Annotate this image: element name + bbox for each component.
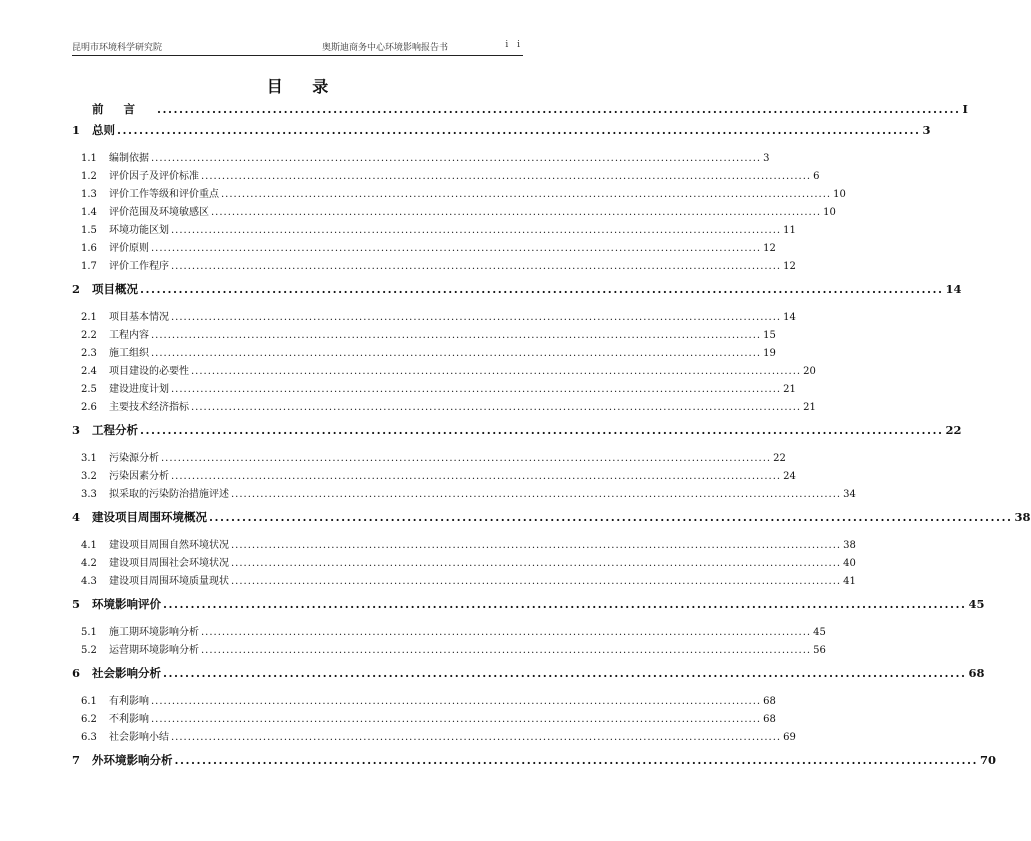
toc-entry-page: 14	[945, 282, 962, 296]
toc-entry-page: 68	[968, 666, 985, 680]
toc-entry-label: 外环境影响分析	[92, 753, 173, 767]
toc-section-entry[interactable]	[81, 221, 796, 239]
toc-entry-page: 22	[773, 453, 786, 464]
toc-section-entry[interactable]	[81, 467, 796, 485]
toc-entry-number: 3.1	[81, 453, 97, 464]
toc-dot-leader: ..................................................................................................................................................	[231, 576, 842, 587]
toc-entry-label: 项目建设的必要性	[109, 366, 189, 377]
toc-dot-leader: ..................................................................................................................................................	[191, 366, 802, 377]
toc-section-entry[interactable]	[81, 362, 816, 380]
header-organization: 昆明市环境科学研究院	[72, 43, 163, 53]
toc-section-entry[interactable]	[81, 380, 796, 398]
toc-section-entry[interactable]	[81, 149, 770, 167]
toc-entry-page: 68	[763, 696, 776, 707]
toc-entry-label: 污染源分析	[109, 453, 159, 464]
toc-entry-number: 2.6	[81, 402, 97, 413]
toc-section-entry[interactable]	[81, 449, 786, 467]
toc-dot-leader: ..................................................................................................................................................	[171, 261, 782, 272]
toc-entry-number: 1.2	[81, 171, 97, 182]
toc-entry-page: 45	[968, 597, 985, 611]
toc-chapter-entry[interactable]	[72, 281, 962, 302]
toc-section-entry[interactable]	[81, 308, 796, 326]
page-header	[72, 38, 523, 54]
toc-entry-label: 污染因素分析	[109, 471, 169, 482]
toc-dot-leader: ..................................................................................................................................................	[231, 489, 842, 500]
toc-entry-number: 1	[72, 123, 81, 137]
toc-entry-page: 15	[763, 330, 776, 341]
toc-dot-leader: ..................................................................................................................................................	[151, 714, 762, 725]
toc-entry-number: 4.1	[81, 540, 97, 551]
toc-dot-leader: ..................................................................................................................................................	[171, 732, 782, 743]
toc-dot-leader: ..................................................................................................................................................	[231, 540, 842, 551]
toc-entry-number: 3.2	[81, 471, 97, 482]
toc-entry-number: 6.1	[81, 696, 97, 707]
toc-dot-leader: ..................................................................................................................................................	[151, 153, 762, 164]
toc-entry-label: 环境影响评价	[92, 597, 161, 611]
toc-entry-label: 评价因子及评价标准	[109, 171, 199, 182]
toc-dot-leader: ..................................................................................................................................................	[140, 282, 944, 296]
toc-entry-number: 1.7	[81, 261, 97, 272]
toc-entry-page: 22	[945, 423, 962, 437]
toc-entry-number: 1.4	[81, 207, 97, 218]
toc-entry-label: 运营期环境影响分析	[109, 645, 199, 656]
toc-entry-page: 38	[843, 540, 856, 551]
toc-chapter-entry[interactable]	[72, 665, 985, 686]
toc-dot-leader: ..................................................................................................................................................	[171, 312, 782, 323]
toc-section-entry[interactable]	[81, 692, 776, 710]
toc-entry-label: 项目基本情况	[109, 312, 169, 323]
toc-dot-leader: ..................................................................................................................................................	[151, 243, 762, 254]
toc-dot-leader: ..................................................................................................................................................	[209, 510, 1013, 524]
toc-section-entry[interactable]	[81, 485, 856, 503]
toc-entry-page: 10	[833, 189, 846, 200]
toc-entry-page: 11	[783, 225, 796, 236]
toc-dot-leader: ..................................................................................................................................................	[171, 384, 782, 395]
toc-dot-leader: ..................................................................................................................................................	[191, 402, 802, 413]
toc-dot-leader: ..................................................................................................................................................	[221, 189, 832, 200]
toc-entry-label: 主要技术经济指标	[109, 402, 189, 413]
toc-entry-page: 3	[922, 123, 931, 137]
toc-entry-page: 19	[763, 348, 776, 359]
toc-entry-page: 34	[843, 489, 856, 500]
toc-entry-page: 21	[783, 384, 796, 395]
toc-dot-leader: ..................................................................................................................................................	[117, 123, 921, 137]
toc-section-entry[interactable]	[81, 185, 846, 203]
toc-section-entry[interactable]	[81, 167, 820, 185]
toc-dot-leader: ..................................................................................................................................................	[171, 225, 782, 236]
toc-section-entry[interactable]	[81, 641, 826, 659]
toc-entry-number: 5.2	[81, 645, 97, 656]
toc-entry-page: 12	[763, 243, 776, 254]
toc-chapter-entry[interactable]	[72, 596, 985, 617]
toc-entry-label: 建设项目周围环境质量现状	[109, 576, 229, 587]
toc-entry-number: 2.1	[81, 312, 97, 323]
toc-dot-leader: ..................................................................................................................................................	[163, 666, 967, 680]
toc-section-entry[interactable]	[81, 203, 836, 221]
toc-dot-leader: ..................................................................................................................................................	[231, 558, 842, 569]
toc-entry-label: 施工组织	[109, 348, 149, 359]
toc-entry-page: 20	[803, 366, 816, 377]
toc-entry-page: 38	[1014, 510, 1031, 524]
toc-section-entry[interactable]	[81, 398, 816, 416]
toc-dot-leader: ..................................................................................................................................................	[140, 423, 944, 437]
toc-entry-label: 有利影响	[109, 696, 149, 707]
toc-entry-number: 1.3	[81, 189, 97, 200]
toc-entry-page: 3	[763, 153, 770, 164]
toc-dot-leader: ..................................................................................................................................................	[151, 330, 762, 341]
toc-entry-label: 前言	[92, 102, 155, 116]
toc-dot-leader: ..................................................................................................................................................	[151, 348, 762, 359]
toc-entry-label: 评价原则	[109, 243, 149, 254]
toc-entry-label: 建设项目周围社会环境状况	[109, 558, 229, 569]
toc-entry-number: 4	[72, 510, 81, 524]
toc-dot-leader: ..................................................................................................................................................	[201, 645, 812, 656]
toc-entry-page: 6	[813, 171, 820, 182]
header-divider	[72, 55, 523, 56]
toc-dot-leader: ..................................................................................................................................................	[201, 627, 812, 638]
toc-chapter-entry[interactable]	[72, 122, 931, 143]
toc-entry-label: 工程内容	[109, 330, 149, 341]
toc-dot-leader: ..................................................................................................................................................	[151, 696, 762, 707]
toc-entry-number: 7	[72, 753, 81, 767]
toc-entry-page: I	[962, 102, 968, 116]
toc-entry-number: 2.3	[81, 348, 97, 359]
toc-entry-label: 评价工作程序	[109, 261, 169, 272]
toc-section-entry[interactable]	[81, 554, 856, 572]
toc-entry-page: 12	[783, 261, 796, 272]
toc-section-entry[interactable]	[81, 728, 796, 746]
toc-dot-leader: ..................................................................................................................................................	[211, 207, 822, 218]
toc-entry-number: 3.3	[81, 489, 97, 500]
toc-entry-number: 4.2	[81, 558, 97, 569]
toc-dot-leader: ..................................................................................................................................................	[171, 471, 782, 482]
toc-entry-number: 4.3	[81, 576, 97, 587]
toc-entry-number: 2.4	[81, 366, 97, 377]
toc-section-entry[interactable]	[81, 710, 776, 728]
toc-chapter-entry[interactable]	[72, 422, 962, 443]
toc-entry-label: 社会影响分析	[92, 666, 161, 680]
toc-entry-label: 工程分析	[92, 423, 138, 437]
toc-entry-page: 68	[763, 714, 776, 725]
toc-dot-leader: ..................................................................................................................................................	[201, 171, 812, 182]
toc-chapter-entry[interactable]	[72, 752, 997, 773]
toc-entry-number: 5.1	[81, 627, 97, 638]
toc-entry-number: 6	[72, 666, 81, 680]
toc-entry-label: 建设进度计划	[109, 384, 169, 395]
toc-title: 目 录	[266, 77, 341, 96]
toc-entry-label: 项目概况	[92, 282, 138, 296]
toc-entry-label: 环境功能区划	[109, 225, 169, 236]
toc-entry-page: 69	[783, 732, 796, 743]
toc-section-entry[interactable]	[81, 536, 856, 554]
toc-chapter-entry[interactable]	[72, 101, 968, 122]
toc-entry-page: 70	[980, 753, 997, 767]
toc-entry-page: 41	[843, 576, 856, 587]
toc-entry-number: 3	[72, 423, 81, 437]
toc-entry-label: 社会影响小结	[109, 732, 169, 743]
toc-entry-label: 建设项目周围环境概况	[92, 510, 207, 524]
toc-entry-label: 总则	[92, 123, 115, 137]
toc-entry-number: 6.3	[81, 732, 97, 743]
toc-entry-page: 14	[783, 312, 796, 323]
toc-entry-page: 21	[803, 402, 816, 413]
toc-entry-number: 2.5	[81, 384, 97, 395]
toc-entry-page: 56	[813, 645, 826, 656]
toc-entry-page: 24	[783, 471, 796, 482]
toc-entry-label: 拟采取的污染防治措施评述	[109, 489, 229, 500]
toc-entry-page: 45	[813, 627, 826, 638]
toc-dot-leader: ..................................................................................................................................................	[161, 453, 772, 464]
table-of-contents	[72, 101, 1031, 773]
toc-entry-label: 评价范围及环境敏感区	[109, 207, 209, 218]
toc-dot-leader: ..................................................................................................................................................	[157, 102, 961, 116]
header-report-title: 奥斯迪商务中心环境影响报告书	[322, 43, 449, 53]
toc-entry-label: 不利影响	[109, 714, 149, 725]
toc-entry-number: 6.2	[81, 714, 97, 725]
toc-section-entry[interactable]	[81, 257, 796, 275]
toc-section-entry[interactable]	[81, 239, 776, 257]
toc-entry-label: 编制依据	[109, 153, 149, 164]
toc-section-entry[interactable]	[81, 344, 776, 362]
toc-entry-number: 1.5	[81, 225, 97, 236]
toc-entry-number: 2	[72, 282, 81, 296]
toc-entry-label: 评价工作等级和评价重点	[109, 189, 219, 200]
toc-section-entry[interactable]	[81, 572, 856, 590]
toc-dot-leader: ..................................................................................................................................................	[163, 597, 967, 611]
toc-entry-number: 2.2	[81, 330, 97, 341]
toc-entry-page: 10	[823, 207, 836, 218]
toc-entry-number: 1.6	[81, 243, 97, 254]
toc-section-entry[interactable]	[81, 326, 776, 344]
toc-entry-label: 建设项目周围自然环境状况	[109, 540, 229, 551]
toc-entry-number: 1.1	[81, 153, 97, 164]
toc-section-entry[interactable]	[81, 623, 826, 641]
toc-entry-number: 5	[72, 597, 81, 611]
toc-chapter-entry[interactable]	[72, 509, 1031, 530]
toc-entry-page: 40	[843, 558, 856, 569]
toc-dot-leader: ..................................................................................................................................................	[174, 753, 979, 767]
toc-entry-label: 施工期环境影响分析	[109, 627, 199, 638]
header-page-number: i i	[505, 40, 523, 50]
